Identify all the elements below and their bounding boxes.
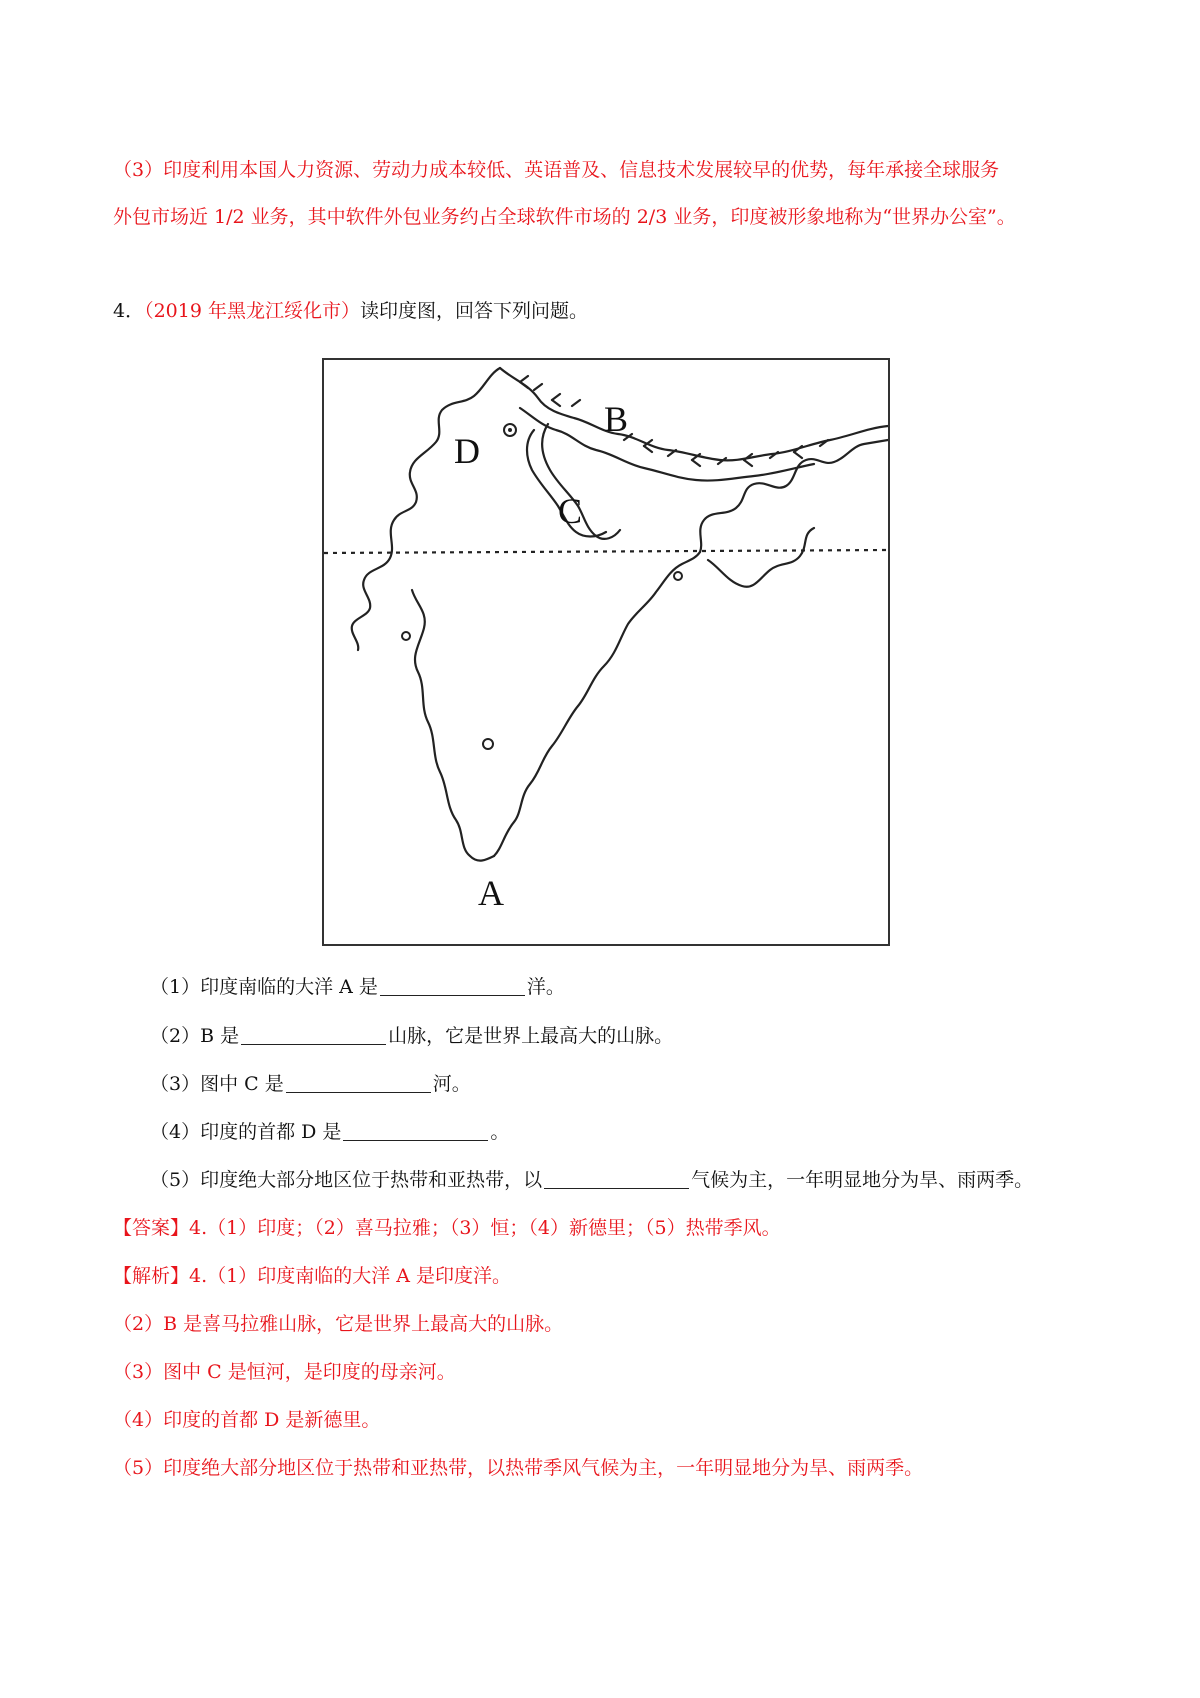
sub-question-5 [150, 1166, 1033, 1194]
sub-question-3 [150, 1070, 471, 1098]
sub-question-1-text: （1）印度南临的大洋 A 是 [150, 976, 378, 998]
question-source: （2019 年黑龙江绥化市） [144, 300, 360, 322]
answer-blank-2[interactable] [241, 1024, 386, 1045]
answer-blank-5[interactable] [544, 1168, 689, 1189]
map-label-a: A [478, 873, 504, 913]
map-label-d: D [454, 431, 480, 471]
sub-question-4-text: （4）印度的首都 D 是 [150, 1121, 342, 1143]
answer-label: 【答案】 [113, 1217, 190, 1239]
prev-answer-line-2: 外包市场近 1/2 业务，其中软件外包业务约占全球软件市场的 2/3 业务，印度被形象地称为“世界办公室”。 [113, 206, 1016, 228]
answer-text: 4.（1）印度；（2）喜马拉雅；（3）恒；（4）新德里；（5）热带季风。 [189, 1217, 781, 1239]
sub-question-2-text: （2）B 是 [150, 1025, 240, 1047]
answer-blank-4[interactable] [343, 1120, 488, 1141]
sub-question-2 [150, 1022, 673, 1050]
map-label-c: C [558, 491, 583, 531]
question-prompt: 读印度图，回答下列问题。 [360, 300, 589, 322]
sub-question-4-suffix: 。 [490, 1121, 510, 1143]
analysis-line-1 [113, 1262, 511, 1290]
answer-blank-1[interactable] [380, 975, 525, 996]
map-label-b: B [604, 399, 629, 439]
analysis-line-2: （2）B 是喜马拉雅山脉，它是世界上最高大的山脉。 [113, 1313, 564, 1335]
sub-question-5-text: （5）印度绝大部分地区位于热带和亚热带，以 [150, 1169, 543, 1191]
sub-question-1 [150, 973, 565, 1001]
analysis-line-3: （3）图中 C 是恒河，是印度的母亲河。 [113, 1361, 456, 1383]
sub-question-3-text: （3）图中 C 是 [150, 1073, 284, 1095]
sub-question-4 [150, 1118, 509, 1146]
answer-blank-3[interactable] [286, 1072, 431, 1093]
analysis-line-5: （5）印度绝大部分地区位于热带和亚热带，以热带季风气候为主，一年明显地分为旱、雨两季。 [113, 1457, 924, 1479]
india-map [322, 358, 890, 946]
prev-answer-line-1: （3）印度利用本国人力资源、劳动力成本较低、英语普及、信息技术发展较早的优势，每年承接全球服务 [113, 159, 1000, 181]
sub-question-2-suffix: 山脉，它是世界上最高大的山脉。 [388, 1025, 674, 1047]
analysis-line-4: （4）印度的首都 D 是新德里。 [113, 1409, 381, 1431]
sub-question-1-suffix: 洋。 [526, 976, 565, 998]
analysis-label: 【解析】 [113, 1265, 190, 1287]
india-map-outline [324, 360, 888, 944]
analysis-first: 4.（1）印度南临的大洋 A 是印度洋。 [189, 1265, 512, 1287]
sub-question-5-suffix: 气候为主，一年明显地分为旱、雨两季。 [691, 1169, 1034, 1191]
sub-question-3-suffix: 河。 [432, 1073, 471, 1095]
question-number: 4． [113, 300, 145, 322]
question-heading [113, 297, 588, 325]
answer-line [113, 1214, 781, 1242]
